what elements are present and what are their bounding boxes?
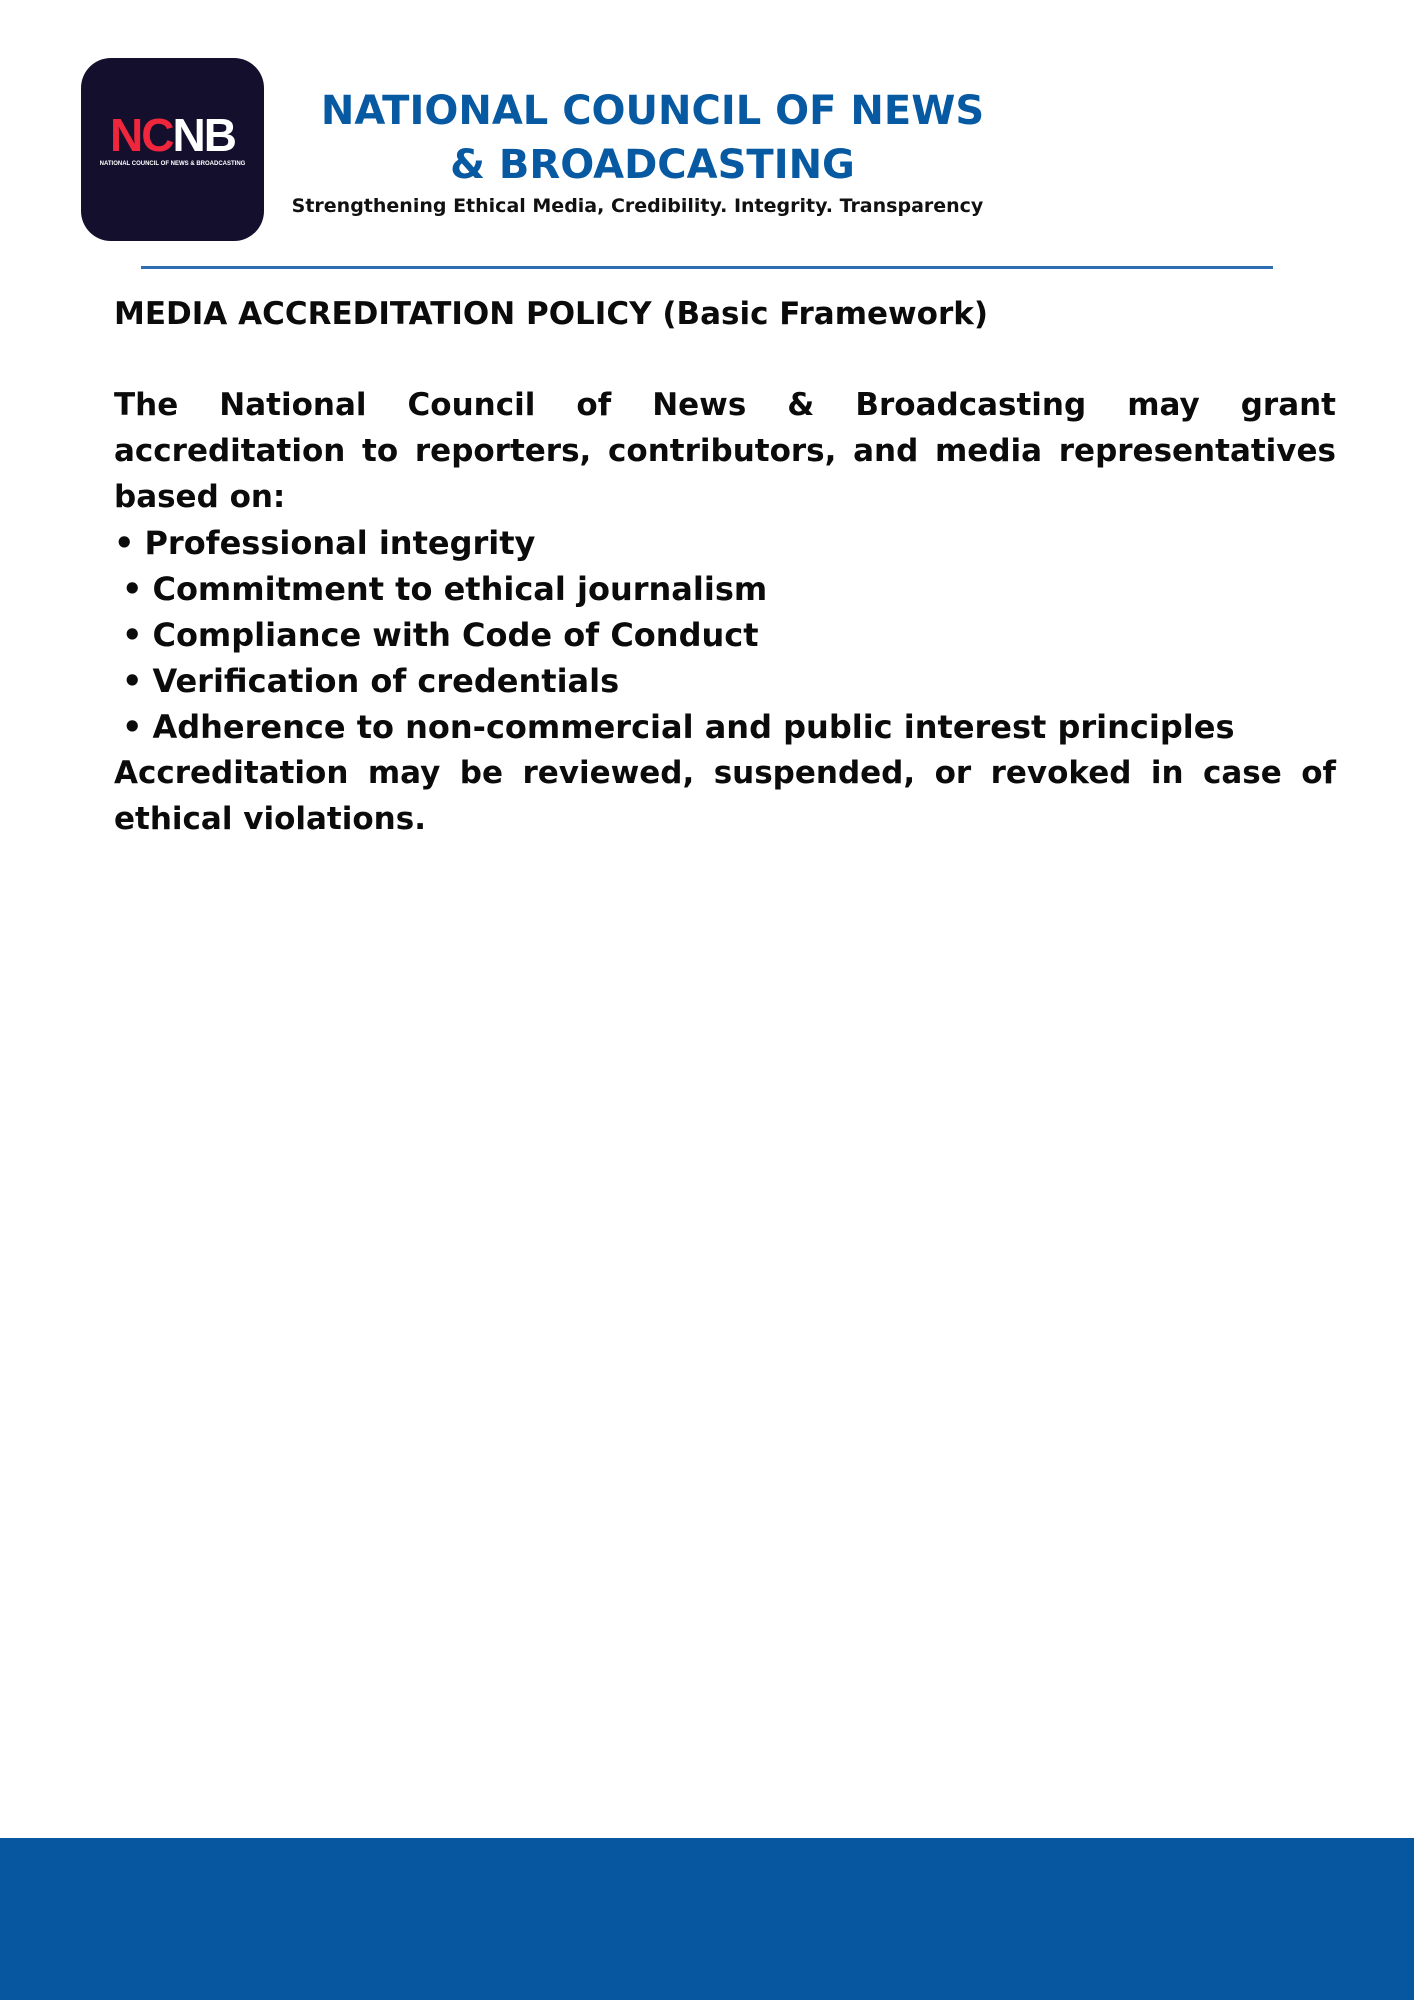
tagline: Strengthening Ethical Media, Credibility. Integrity. Transparency: [291, 195, 984, 217]
policy-closing: Accreditation may be reviewed, suspended, or revoked in case of ethical violations.: [114, 755, 1336, 837]
bullet: •: [122, 708, 143, 746]
criteria-item: [114, 704, 1234, 750]
logo-letters-red: NC: [110, 109, 173, 161]
criteria-list: [114, 520, 1234, 750]
bullet: •: [122, 662, 143, 700]
bullet: •: [122, 616, 143, 654]
ncnb-logo: [81, 58, 264, 241]
criteria-text: Commitment to ethical journalism: [152, 570, 768, 608]
criteria-text: Adherence to non-commercial and public interest principles: [152, 708, 1235, 746]
policy-intro: The National Council of News & Broadcasting may grant accreditation to reporters, contributors, and media representatives based on:: [114, 387, 1336, 515]
criteria-text: Compliance with Code of Conduct: [152, 616, 759, 654]
bullet: •: [122, 570, 143, 608]
criteria-item: [114, 520, 1234, 566]
criteria-item: [114, 612, 1234, 658]
criteria-item: [114, 658, 1234, 704]
logo-subtitle: NATIONAL COUNCIL OF NEWS & BROADCASTING: [99, 161, 246, 167]
logo-letters-white: NB: [172, 109, 235, 161]
footer-band: [0, 1838, 1414, 2000]
organization-title: [300, 84, 1005, 192]
criteria-text: Professional integrity: [144, 524, 536, 562]
policy-heading: MEDIA ACCREDITATION POLICY (Basic Framework): [114, 296, 989, 332]
header-divider: [141, 266, 1273, 269]
logo-letters: [81, 110, 264, 160]
bullet: •: [114, 524, 135, 562]
criteria-item: [114, 566, 1234, 612]
title-line-1: NATIONAL COUNCIL OF NEWS: [320, 88, 985, 134]
criteria-text: Verification of credentials: [152, 662, 620, 700]
title-line-2: & BROADCASTING: [450, 142, 855, 188]
